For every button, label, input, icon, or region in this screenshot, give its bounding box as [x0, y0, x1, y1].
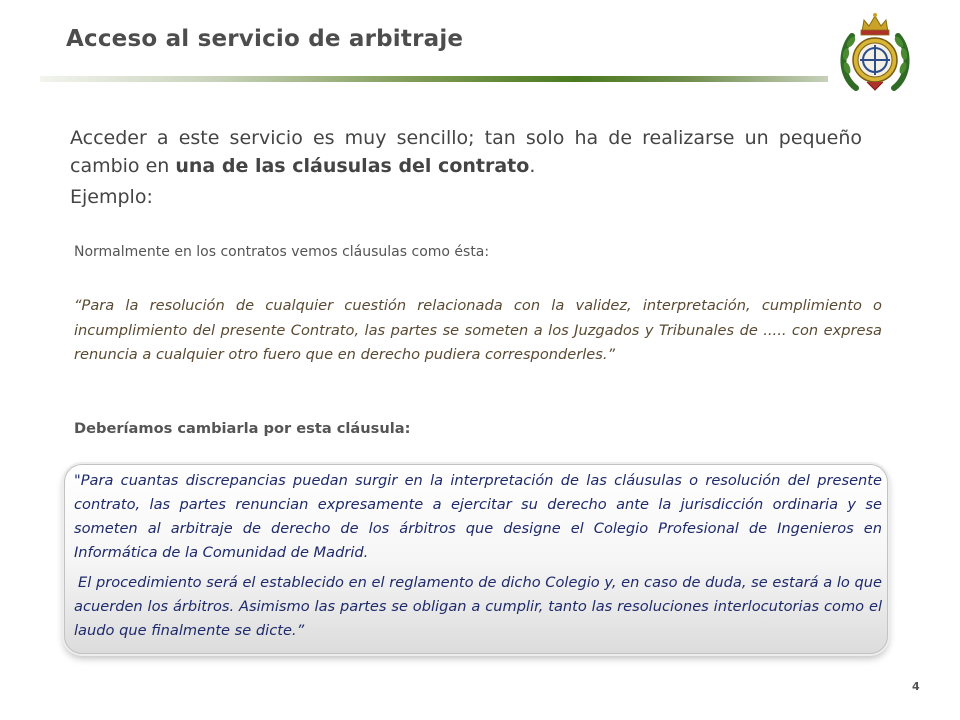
change-clause-label: Deberíamos cambiarla por esta cláusula:: [74, 420, 411, 437]
new-clause-paragraph-1: "Para cuantas discrepancias puedan surgir en la interpretación de las cláusulas o resolución del presente contrato, las partes renuncian expresamente a ejercitar su derecho ante la jurisdicción ordinaria y se someten al arbitraje de derecho de los árbitros que designe el Colegio Profesional de Ingenieros en Informática de la Comunidad de Madrid.: [74, 472, 882, 561]
coat-of-arms-icon: [838, 10, 912, 94]
new-clause-paragraph-2: El procedimiento será el establecido en el reglamento de dicho Colegio y, en caso de duda, se estará a lo que acuerden los árbitros. Asimismo las partes se obligan a cumplir, tanto las resoluciones interlocutorias como el laudo que finalmente se dicte.”: [74, 574, 882, 639]
normal-clause-label: Normalmente en los contratos vemos cláusulas como ésta:: [74, 244, 490, 260]
title-underline-bar: [40, 76, 828, 82]
intro-text: Acceder a este servicio es muy sencillo; tan solo ha de realizarse un pequeño cambio en: [70, 127, 862, 177]
intro-paragraph: [70, 124, 862, 180]
new-clause-text: [74, 469, 882, 643]
original-clause-quote: “Para la resolución de cualquier cuestión relacionada con la validez, interpretación, cumplimiento o incumplimiento del presente Contrato, las partes se someten a los Juzgados y Tribunales de ..... con expresa renuncia a cualquier otro fuero que en derecho pudiera corresponderles.”: [74, 297, 882, 363]
example-heading: Ejemplo:: [70, 186, 153, 208]
slide-title: Acceso al servicio de arbitraje: [66, 26, 464, 52]
page-number: 4: [912, 680, 920, 693]
intro-highlight: una de las cláusulas del contrato: [175, 155, 530, 177]
intro-end: .: [529, 155, 536, 177]
